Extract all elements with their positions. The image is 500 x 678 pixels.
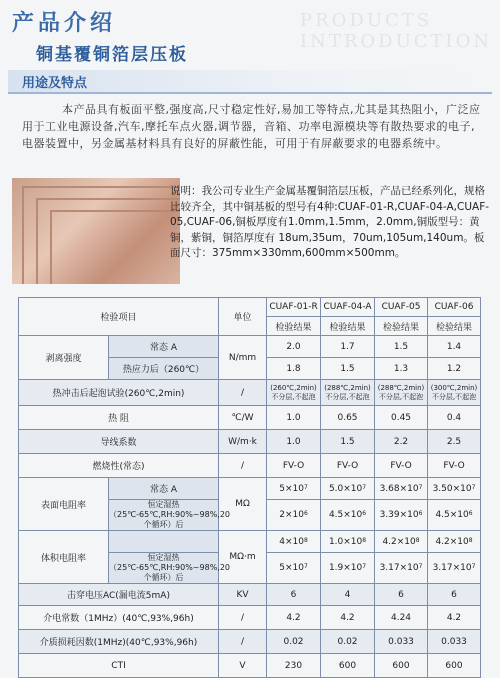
value-cell: 6 [375,584,428,606]
value-cell: FV-O [428,454,481,478]
resistance-label: 热 阻 [19,406,219,430]
value-cell: 1.2 [428,358,481,380]
value-cell: 0.033 [375,630,428,654]
value-cell: FV-O [321,454,375,478]
value-cell: 1.7 [321,336,375,358]
value-cell: 4.2 [267,606,321,630]
value-exponent: 6 [468,510,473,517]
shock-condition: (300℃,2min) [430,383,478,392]
model-cell: CUAF-04-A [321,298,375,317]
value-cell: 600 [375,654,428,678]
page-title: 产品介绍 [12,11,117,36]
value-cell: 600 [321,654,375,678]
value-exponent: 7 [471,483,476,491]
value-cell: 1.5 [321,358,375,380]
shock-condition: (288℃,2min) [324,383,371,392]
value-base: 4×10 [279,536,304,547]
value-cell: 4.2 [428,606,481,630]
value-cell: 0.45 [375,406,428,430]
breakdown-unit: KV [219,584,267,606]
dielectric-label: 介电常数（1MHz）(40℃,93%,96h) [19,606,219,630]
value-exponent: 6 [362,510,367,517]
volume-unit: MΩ·m [219,531,267,584]
model-cell: CUAF-05 [375,298,428,317]
value-base: 3.50×10 [432,483,472,494]
value-base: 3.68×10 [379,483,419,494]
value-exponent: 6 [303,510,308,517]
value-cell: 600 [428,654,481,678]
value-base: 4.2×10 [382,536,416,547]
background-watermark-text: PRODUCTS INTRODUCTION [300,10,493,52]
result-head: 检验结果 [267,317,321,336]
shock-label: 热冲击后起泡试验(260℃,2min) [19,380,219,406]
resistance-unit: ℃/W [219,406,267,430]
surface-label: 表面电阻率 [19,478,109,531]
value-cell: 0.4 [428,406,481,430]
peel-normal-label: 常态 A [109,336,219,358]
value-cell: 1.3 [375,358,428,380]
shock-condition: (288℃,2min) [377,383,425,392]
value-exponent: 7 [303,483,308,491]
product-photo [12,178,180,284]
volume-label: 体积电阻率 [19,531,109,584]
value-cell: 2.0 [267,336,321,358]
conductivity-unit: W/m·k [219,430,267,454]
dielectric-unit: / [219,606,267,630]
value-base: 5×10 [279,483,304,494]
value-exponent: 8 [415,536,420,544]
loss-label: 介质损耗因数(1MHz)(40℃,93%,96h) [19,630,219,654]
shock-unit: / [219,380,267,406]
peel-heat-label: 热应力后（260℃） [109,358,219,380]
value-cell: 0.65 [321,406,375,430]
shock-result: 不分层,不起泡 [378,392,424,401]
result-head: 检验结果 [375,317,428,336]
value-cell: 1.5 [321,430,375,454]
section-title: 用途及特点 [22,76,88,91]
surface-normal-label: 常态 A [109,478,219,500]
value-exponent: 7 [303,563,308,570]
value-cell: 0.02 [321,630,375,654]
surface-damp-label: 恒定湿热（25℃-65℃,RH:90%~98%,20个循环）后 [109,500,231,529]
value-cell: 1.0 [267,406,321,430]
value-cell: 230 [267,654,321,678]
value-cell: FV-O [267,454,321,478]
value-cell: 2.2 [375,430,428,454]
value-exponent: 7 [362,483,367,491]
value-base: 3.17×10 [379,563,419,573]
value-cell: FV-O [375,454,428,478]
model-cell: CUAF-06 [428,298,481,317]
value-base: 4.5×10 [328,510,363,520]
value-base: 5×10 [279,563,304,573]
value-cell: 2.5 [428,430,481,454]
value-cell: 6 [428,584,481,606]
head-unit: 单位 [219,298,267,336]
volume-damp-label: 恒定湿热（25℃-65℃,RH:90%~98%,20个循环）后 [109,553,231,582]
value-cell: 1.4 [428,336,481,358]
spec-note: 说明：我公司专业生产金属基覆铜箔层压板，产品已经系列化，规格比较齐全，其中铜基板的型号有4种:CUAF-01-R,CUAF-04-A,CUAF-05,CUAF-06,铜板厚度有1.0mm,1.5mm，2.0mm,铜版型号：黄铜，紫铜，铜箔厚度有 18um,35um，70um,105um,140um。板面尺寸：375mm×330mm,600mm×500mm。 [170,185,490,259]
value-cell: 0.02 [267,630,321,654]
value-cell: 4.24 [375,606,428,630]
value-exponent: 7 [471,563,476,570]
head-item: 检验项目 [19,298,219,336]
conductivity-label: 导线系数 [19,430,219,454]
breakdown-label: 击穿电压AC(漏电流5mA) [19,584,219,606]
value-base: 4.5×10 [435,510,469,520]
cti-label: CTI [19,654,219,678]
shock-result: 不分层,不起泡 [431,392,477,401]
surface-unit: MΩ [219,478,267,531]
value-exponent: 8 [303,536,308,544]
value-base: 1.9×10 [328,563,363,573]
value-cell: 1.8 [267,358,321,380]
value-base: 2×10 [279,510,304,520]
result-head: 检验结果 [321,317,375,336]
value-exponent: 6 [418,510,423,517]
value-exponent: 8 [468,536,473,544]
value-exponent: 7 [418,563,423,570]
value-exponent: 8 [362,536,367,544]
value-exponent: 7 [362,563,367,570]
page-subtitle: 铜基覆铜箔层压板 [36,45,188,65]
value-base: 3.39×10 [379,510,419,520]
value-cell: 6 [267,584,321,606]
peel-unit: N/mm [219,336,267,380]
cti-unit: V [219,654,267,678]
value-base: 1.0×10 [328,536,363,547]
section-header-bar [8,70,492,94]
loss-unit: / [219,630,267,654]
value-cell: 1.5 [375,336,428,358]
value-cell: 1.0 [267,430,321,454]
shock-condition: (260℃,2min) [270,383,317,392]
value-cell: 4 [321,584,375,606]
model-cell: CUAF-01-R [267,298,321,317]
value-base: 4.2×10 [435,536,469,547]
intro-paragraph: 本产品具有板面平整,强度高,尺寸稳定性好,易加工等特点,尤其是其热阻小，广泛应用于工业电源设备,汽车,摩托车点火器,调节器，音箱、功率电源模块等有散热要求的电子,电器装置中，另金属基材料具有良好的屏蔽性能，可用于有屏蔽要求的电器系统中。 [22,103,481,150]
value-exponent: 7 [418,483,423,491]
spec-table [18,297,481,678]
value-cell: 0.033 [428,630,481,654]
result-head: 检验结果 [428,317,481,336]
peel-label: 剥离强度 [19,336,109,380]
flammability-label: 燃烧性(常态) [19,454,219,478]
value-base: 3.17×10 [432,563,472,573]
volume-normal-label [109,531,219,553]
shock-result: 不分层,不起泡 [325,392,370,401]
value-cell: 4.2 [321,606,375,630]
shock-result: 不分层,不起泡 [271,392,316,401]
value-base: 5.0×10 [328,483,363,494]
flammability-unit: / [219,454,267,478]
